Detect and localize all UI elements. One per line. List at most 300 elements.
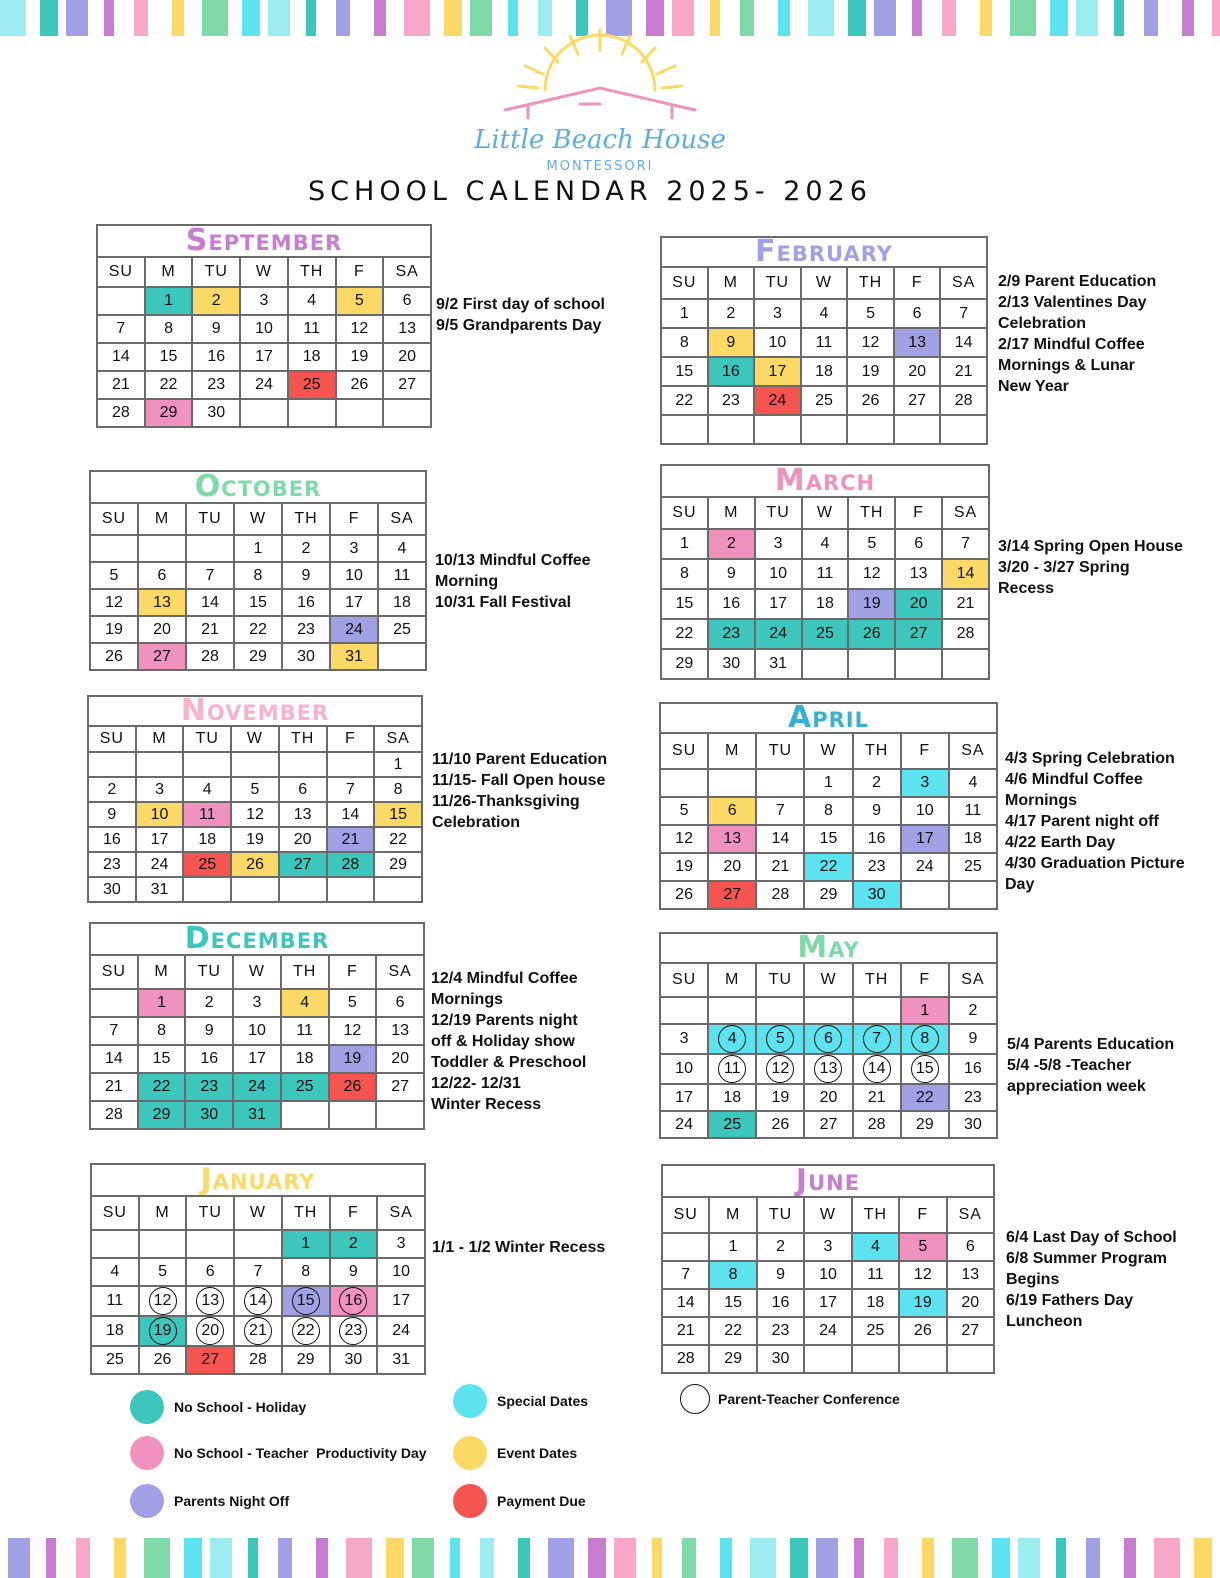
day-cell (949, 853, 997, 881)
day-cell (186, 562, 234, 589)
day-number: 11 (815, 333, 833, 351)
day-number: 8 (301, 1263, 311, 1280)
day-cell (374, 827, 422, 852)
stripe-segment (864, 1538, 884, 1578)
week-row (660, 1084, 997, 1111)
month-grid (87, 725, 423, 903)
day-number: 30 (297, 647, 315, 665)
weekday-header: SU (90, 503, 138, 535)
week-row (91, 1230, 425, 1258)
day-cell (709, 1317, 756, 1345)
stripe-segment (778, 0, 790, 36)
conference-day-number: 19 (149, 1317, 177, 1345)
day-number: 3 (252, 994, 262, 1011)
empty-day-cell (940, 415, 987, 444)
day-number: 30 (207, 404, 226, 421)
stripe-segment (480, 1538, 494, 1578)
day-cell (895, 529, 942, 559)
day-cell (282, 589, 330, 616)
conference-day-number: 12 (149, 1287, 177, 1315)
day-number: 6 (914, 535, 924, 552)
day-cell (940, 386, 987, 415)
legend-item (453, 1484, 586, 1518)
note-line: off & Holiday show (431, 1033, 575, 1050)
day-cell (804, 1233, 851, 1261)
stripe-segment (350, 0, 374, 36)
day-cell (186, 643, 234, 670)
day-number: 11 (198, 805, 216, 823)
day-cell (281, 1045, 329, 1073)
day-number: 11 (867, 1266, 884, 1283)
note-line: 4/30 Graduation Picture (1005, 855, 1185, 872)
day-cell (661, 386, 708, 415)
stripe-segment (1086, 1538, 1100, 1578)
stripe-segment (652, 1538, 662, 1578)
stripe-segment (58, 0, 66, 36)
empty-day-cell (662, 1233, 709, 1261)
day-cell (376, 1045, 424, 1073)
weekday-header: W (804, 963, 852, 997)
day-cell (708, 797, 756, 825)
weekday-header: SA (947, 1197, 994, 1233)
day-number: 18 (105, 1322, 124, 1339)
day-cell (330, 589, 378, 616)
month-title: January (200, 1162, 316, 1197)
day-cell (145, 343, 193, 371)
day-number: 13 (153, 593, 171, 611)
day-cell (899, 1233, 946, 1261)
day-number: 2 (726, 304, 736, 322)
day-number: 22 (389, 830, 407, 848)
day-cell (90, 562, 138, 589)
week-row (660, 797, 997, 825)
stripe-segment (450, 1538, 460, 1578)
day-cell (91, 1258, 139, 1286)
weekday-header: TH (852, 1197, 899, 1233)
day-cell (901, 997, 949, 1024)
day-cell (327, 827, 375, 852)
day-cell (661, 589, 708, 619)
empty-day-cell (329, 1101, 377, 1129)
day-number: 18 (393, 593, 411, 611)
day-cell (757, 1261, 804, 1289)
day-number: 29 (915, 1115, 934, 1133)
stripe-segment (0, 1538, 8, 1578)
stripe-segment (30, 1538, 46, 1578)
stripe-segment (518, 1538, 530, 1578)
logo-sub: MONTESSORI (546, 159, 654, 174)
day-number: 28 (956, 625, 975, 642)
day-number: 12 (861, 333, 880, 351)
stripe-segment (292, 1538, 316, 1578)
day-cell (91, 1286, 139, 1316)
note-line: Winter Recess (431, 1096, 542, 1113)
day-cell (661, 559, 708, 589)
weekday-header-row (97, 257, 431, 287)
day-number: 25 (302, 376, 321, 393)
conference-day-number: 15 (292, 1287, 320, 1315)
stripe-segment (934, 1538, 952, 1578)
stripe-segment (90, 1538, 114, 1578)
day-cell (949, 769, 997, 797)
day-cell (901, 769, 949, 797)
stripe-segment (896, 0, 912, 36)
day-cell (942, 529, 989, 559)
weekday-header: TH (281, 955, 329, 989)
day-number: 13 (961, 1266, 980, 1283)
day-number: 10 (675, 1060, 693, 1077)
note-line: 9/5 Grandparents Day (436, 317, 602, 334)
day-cell (377, 1286, 425, 1316)
week-row (90, 643, 426, 670)
week-row (660, 825, 997, 853)
day-number: 24 (915, 858, 934, 875)
conference-day-number: 15 (911, 1055, 939, 1083)
day-cell (90, 1073, 138, 1101)
note-line: Luncheon (1006, 1313, 1083, 1330)
stripe-segment (1114, 0, 1124, 36)
day-cell (949, 825, 997, 853)
weekday-header: TH (847, 267, 894, 299)
day-cell (231, 802, 279, 827)
day-cell (661, 299, 708, 328)
stripe-segment (1144, 0, 1158, 36)
day-cell (660, 881, 708, 909)
day-cell (660, 797, 708, 825)
day-cell (145, 315, 193, 343)
day-cell (662, 1317, 709, 1345)
day-cell (88, 852, 136, 877)
stripe-segment (170, 1538, 184, 1578)
day-cell (138, 643, 186, 670)
stripe-segment (816, 1538, 838, 1578)
day-number: 12 (246, 805, 264, 823)
day-cell (185, 1045, 233, 1073)
day-number: 4 (110, 1263, 120, 1280)
day-number: 30 (771, 1350, 790, 1367)
day-number: 28 (201, 647, 219, 665)
day-cell (282, 1230, 330, 1258)
weekday-header: TH (282, 503, 330, 535)
day-number: 17 (150, 830, 169, 848)
day-cell (708, 529, 755, 559)
day-cell (901, 853, 949, 881)
stripe-segment (1066, 1538, 1086, 1578)
day-number: 23 (297, 620, 315, 638)
week-row (91, 1286, 425, 1316)
conference-day-number: 12 (766, 1055, 794, 1083)
day-number: 28 (249, 1351, 267, 1368)
stripe-segment (316, 0, 336, 36)
day-number: 30 (200, 1106, 219, 1123)
day-number: 20 (293, 830, 312, 848)
day-number: 5 (679, 802, 689, 819)
day-cell (852, 1261, 899, 1289)
day-number: 19 (350, 348, 369, 365)
day-number: 10 (248, 1022, 266, 1039)
day-number: 6 (298, 780, 308, 798)
empty-day-cell (899, 1345, 946, 1373)
note-line: 2/17 Mindful Coffee (998, 336, 1145, 353)
empty-day-cell (186, 535, 234, 562)
day-cell (233, 1017, 281, 1045)
day-number: 26 (105, 647, 123, 665)
day-cell (374, 777, 422, 802)
day-cell (802, 559, 849, 589)
empty-day-cell (895, 649, 942, 679)
stripe-segment (874, 0, 896, 36)
weekday-header: SA (378, 503, 426, 535)
day-number: 20 (909, 595, 928, 612)
conference-day-number: 6 (814, 1025, 842, 1053)
month-march (660, 464, 990, 682)
conference-day-number: 16 (339, 1287, 367, 1315)
day-number: 13 (723, 830, 742, 847)
note-line: Mornings (1005, 792, 1077, 809)
conference-day-number: 13 (196, 1287, 224, 1315)
stripe-segment (588, 1538, 606, 1578)
stripe-segment (662, 1538, 682, 1578)
sun-house-logo (450, 28, 750, 178)
day-number: 7 (775, 802, 785, 819)
day-number: 22 (819, 858, 838, 875)
month-october (89, 470, 427, 676)
day-number: 12 (350, 320, 369, 337)
month-december (89, 922, 425, 1130)
day-cell (336, 371, 384, 399)
day-number: 1 (679, 535, 689, 552)
empty-day-cell (91, 1230, 139, 1258)
day-cell (374, 752, 422, 777)
note-line: Day (1005, 876, 1035, 893)
day-number: 11 (296, 1022, 313, 1039)
day-cell (708, 299, 755, 328)
day-number: 24 (150, 855, 169, 873)
empty-day-cell (88, 752, 136, 777)
empty-day-cell (136, 752, 184, 777)
day-cell (848, 619, 895, 649)
day-number: 17 (392, 1292, 410, 1309)
day-cell (376, 1073, 424, 1101)
logo-name: Little Beach House (474, 125, 726, 155)
empty-day-cell (708, 997, 756, 1024)
note-line: Recess (998, 580, 1055, 597)
day-cell (234, 1346, 282, 1374)
day-cell (288, 371, 336, 399)
day-number: 17 (255, 348, 273, 365)
day-number: 18 (198, 830, 217, 848)
stripe-segment (1050, 0, 1068, 36)
weekday-header: F (901, 963, 949, 997)
day-number: 28 (111, 404, 130, 421)
day-cell (186, 1286, 234, 1316)
day-number: 25 (198, 855, 217, 873)
day-cell (336, 287, 384, 315)
day-number: 19 (861, 362, 880, 380)
day-number: 10 (345, 566, 363, 584)
day-number: 6 (912, 304, 922, 322)
day-cell (708, 649, 755, 679)
day-number: 4 (819, 304, 829, 322)
day-cell (279, 802, 327, 827)
day-cell (240, 315, 288, 343)
stripe-segment (1124, 1538, 1136, 1578)
stripe-segment (0, 0, 26, 36)
stripe-segment (922, 1538, 934, 1578)
day-number: 11 (303, 320, 320, 337)
weekday-header: F (330, 1196, 378, 1230)
weekday-header: F (330, 503, 378, 535)
note-line: 11/10 Parent Education (432, 751, 608, 768)
day-number: 12 (105, 593, 123, 611)
legend-label: Parent-Teacher Conference (718, 1391, 900, 1407)
day-number: 26 (913, 1322, 932, 1339)
weekday-header: F (336, 257, 384, 287)
day-cell (185, 1073, 233, 1101)
month-grid (659, 962, 998, 1139)
day-number: 1 (393, 755, 403, 773)
day-cell (329, 1017, 377, 1045)
empty-day-cell (240, 399, 288, 427)
day-cell (234, 589, 282, 616)
weekday-header: W (234, 1196, 282, 1230)
day-number: 23 (964, 1088, 982, 1106)
month-title: March (774, 463, 876, 498)
day-cell (288, 315, 336, 343)
week-row (97, 371, 431, 399)
day-cell (376, 989, 424, 1017)
conference-day-number: 11 (718, 1055, 746, 1083)
month-june (661, 1164, 995, 1368)
stripe-segment (1154, 1538, 1180, 1578)
weekday-header: F (899, 1197, 946, 1233)
day-cell (947, 1233, 994, 1261)
day-number: 12 (343, 1022, 362, 1039)
day-cell (383, 287, 431, 315)
month-november (87, 695, 423, 903)
weekday-header-row (661, 267, 987, 299)
day-cell (853, 853, 901, 881)
legend-item (130, 1484, 289, 1518)
day-cell (377, 1316, 425, 1346)
day-cell (136, 827, 184, 852)
stripe-segment (1212, 1538, 1220, 1578)
week-row (90, 616, 426, 643)
day-number: 18 (723, 1088, 742, 1106)
day-number: 16 (297, 593, 315, 611)
day-number: 5 (158, 1263, 167, 1280)
day-cell (848, 559, 895, 589)
day-number: 5 (866, 304, 875, 322)
day-number: 17 (768, 362, 787, 380)
stripe-segment (606, 1538, 614, 1578)
day-number: 13 (909, 565, 928, 582)
day-number: 9 (776, 1266, 785, 1283)
day-cell (91, 1346, 139, 1374)
day-number: 21 (341, 830, 360, 848)
weekday-header-row (88, 726, 422, 752)
stripe-segment (290, 0, 306, 36)
month-notes (435, 550, 591, 613)
weekday-header: TU (192, 257, 240, 287)
day-number: 20 (961, 1294, 980, 1311)
day-number: 22 (249, 620, 267, 638)
day-cell (709, 1289, 756, 1317)
stripe-segment (1180, 1538, 1194, 1578)
day-number: 29 (159, 404, 178, 421)
day-cell (336, 343, 384, 371)
weekday-header: M (708, 497, 755, 529)
day-cell (240, 287, 288, 315)
stripe-segment (232, 1538, 248, 1578)
stripe-segment (682, 1538, 696, 1578)
empty-day-cell (231, 877, 279, 902)
day-number: 8 (679, 565, 689, 582)
day-cell (756, 1084, 804, 1111)
day-number: 4 (300, 994, 310, 1011)
day-cell (330, 535, 378, 562)
day-cell (90, 616, 138, 643)
day-cell (145, 371, 193, 399)
week-row (88, 802, 422, 827)
day-number: 8 (253, 566, 263, 584)
day-cell (377, 1346, 425, 1374)
weekday-header: W (234, 503, 282, 535)
month-grid (89, 954, 425, 1130)
day-cell (708, 825, 756, 853)
day-cell (327, 777, 375, 802)
day-cell (279, 827, 327, 852)
day-number: 26 (675, 886, 693, 903)
day-number: 6 (205, 1263, 215, 1280)
month-february (660, 236, 988, 448)
stripe-segment (952, 1538, 978, 1578)
day-number: 28 (676, 1350, 695, 1367)
week-row (661, 619, 989, 649)
day-cell (709, 1261, 756, 1289)
day-cell (756, 1024, 804, 1054)
day-cell (183, 852, 231, 877)
day-cell (139, 1286, 187, 1316)
day-number: 30 (867, 886, 886, 903)
weekday-header: SU (91, 1196, 139, 1230)
stripe-segment (268, 0, 290, 36)
bottom-stripe-border (0, 1538, 1220, 1578)
day-cell (288, 343, 336, 371)
empty-day-cell (336, 399, 384, 427)
day-number: 13 (391, 1022, 409, 1039)
empty-day-cell (660, 997, 708, 1024)
day-number: 25 (964, 858, 982, 875)
conference-day-number: 23 (339, 1317, 367, 1345)
day-cell (804, 1024, 852, 1054)
month-notes (998, 271, 1156, 397)
weekday-header-row (662, 1197, 994, 1233)
day-number: 8 (164, 320, 173, 337)
day-number: 10 (255, 320, 273, 337)
legend-swatch-icon (130, 1390, 164, 1424)
day-number: 21 (201, 620, 219, 638)
stripe-segment (372, 1538, 386, 1578)
day-number: 2 (211, 292, 221, 309)
day-cell (708, 1084, 756, 1111)
day-cell (186, 1346, 234, 1374)
day-number: 17 (769, 595, 787, 612)
day-number: 7 (959, 304, 969, 322)
note-line: 2/13 Valentines Day (998, 294, 1147, 311)
day-cell (88, 802, 136, 827)
day-number: 14 (104, 1050, 123, 1067)
